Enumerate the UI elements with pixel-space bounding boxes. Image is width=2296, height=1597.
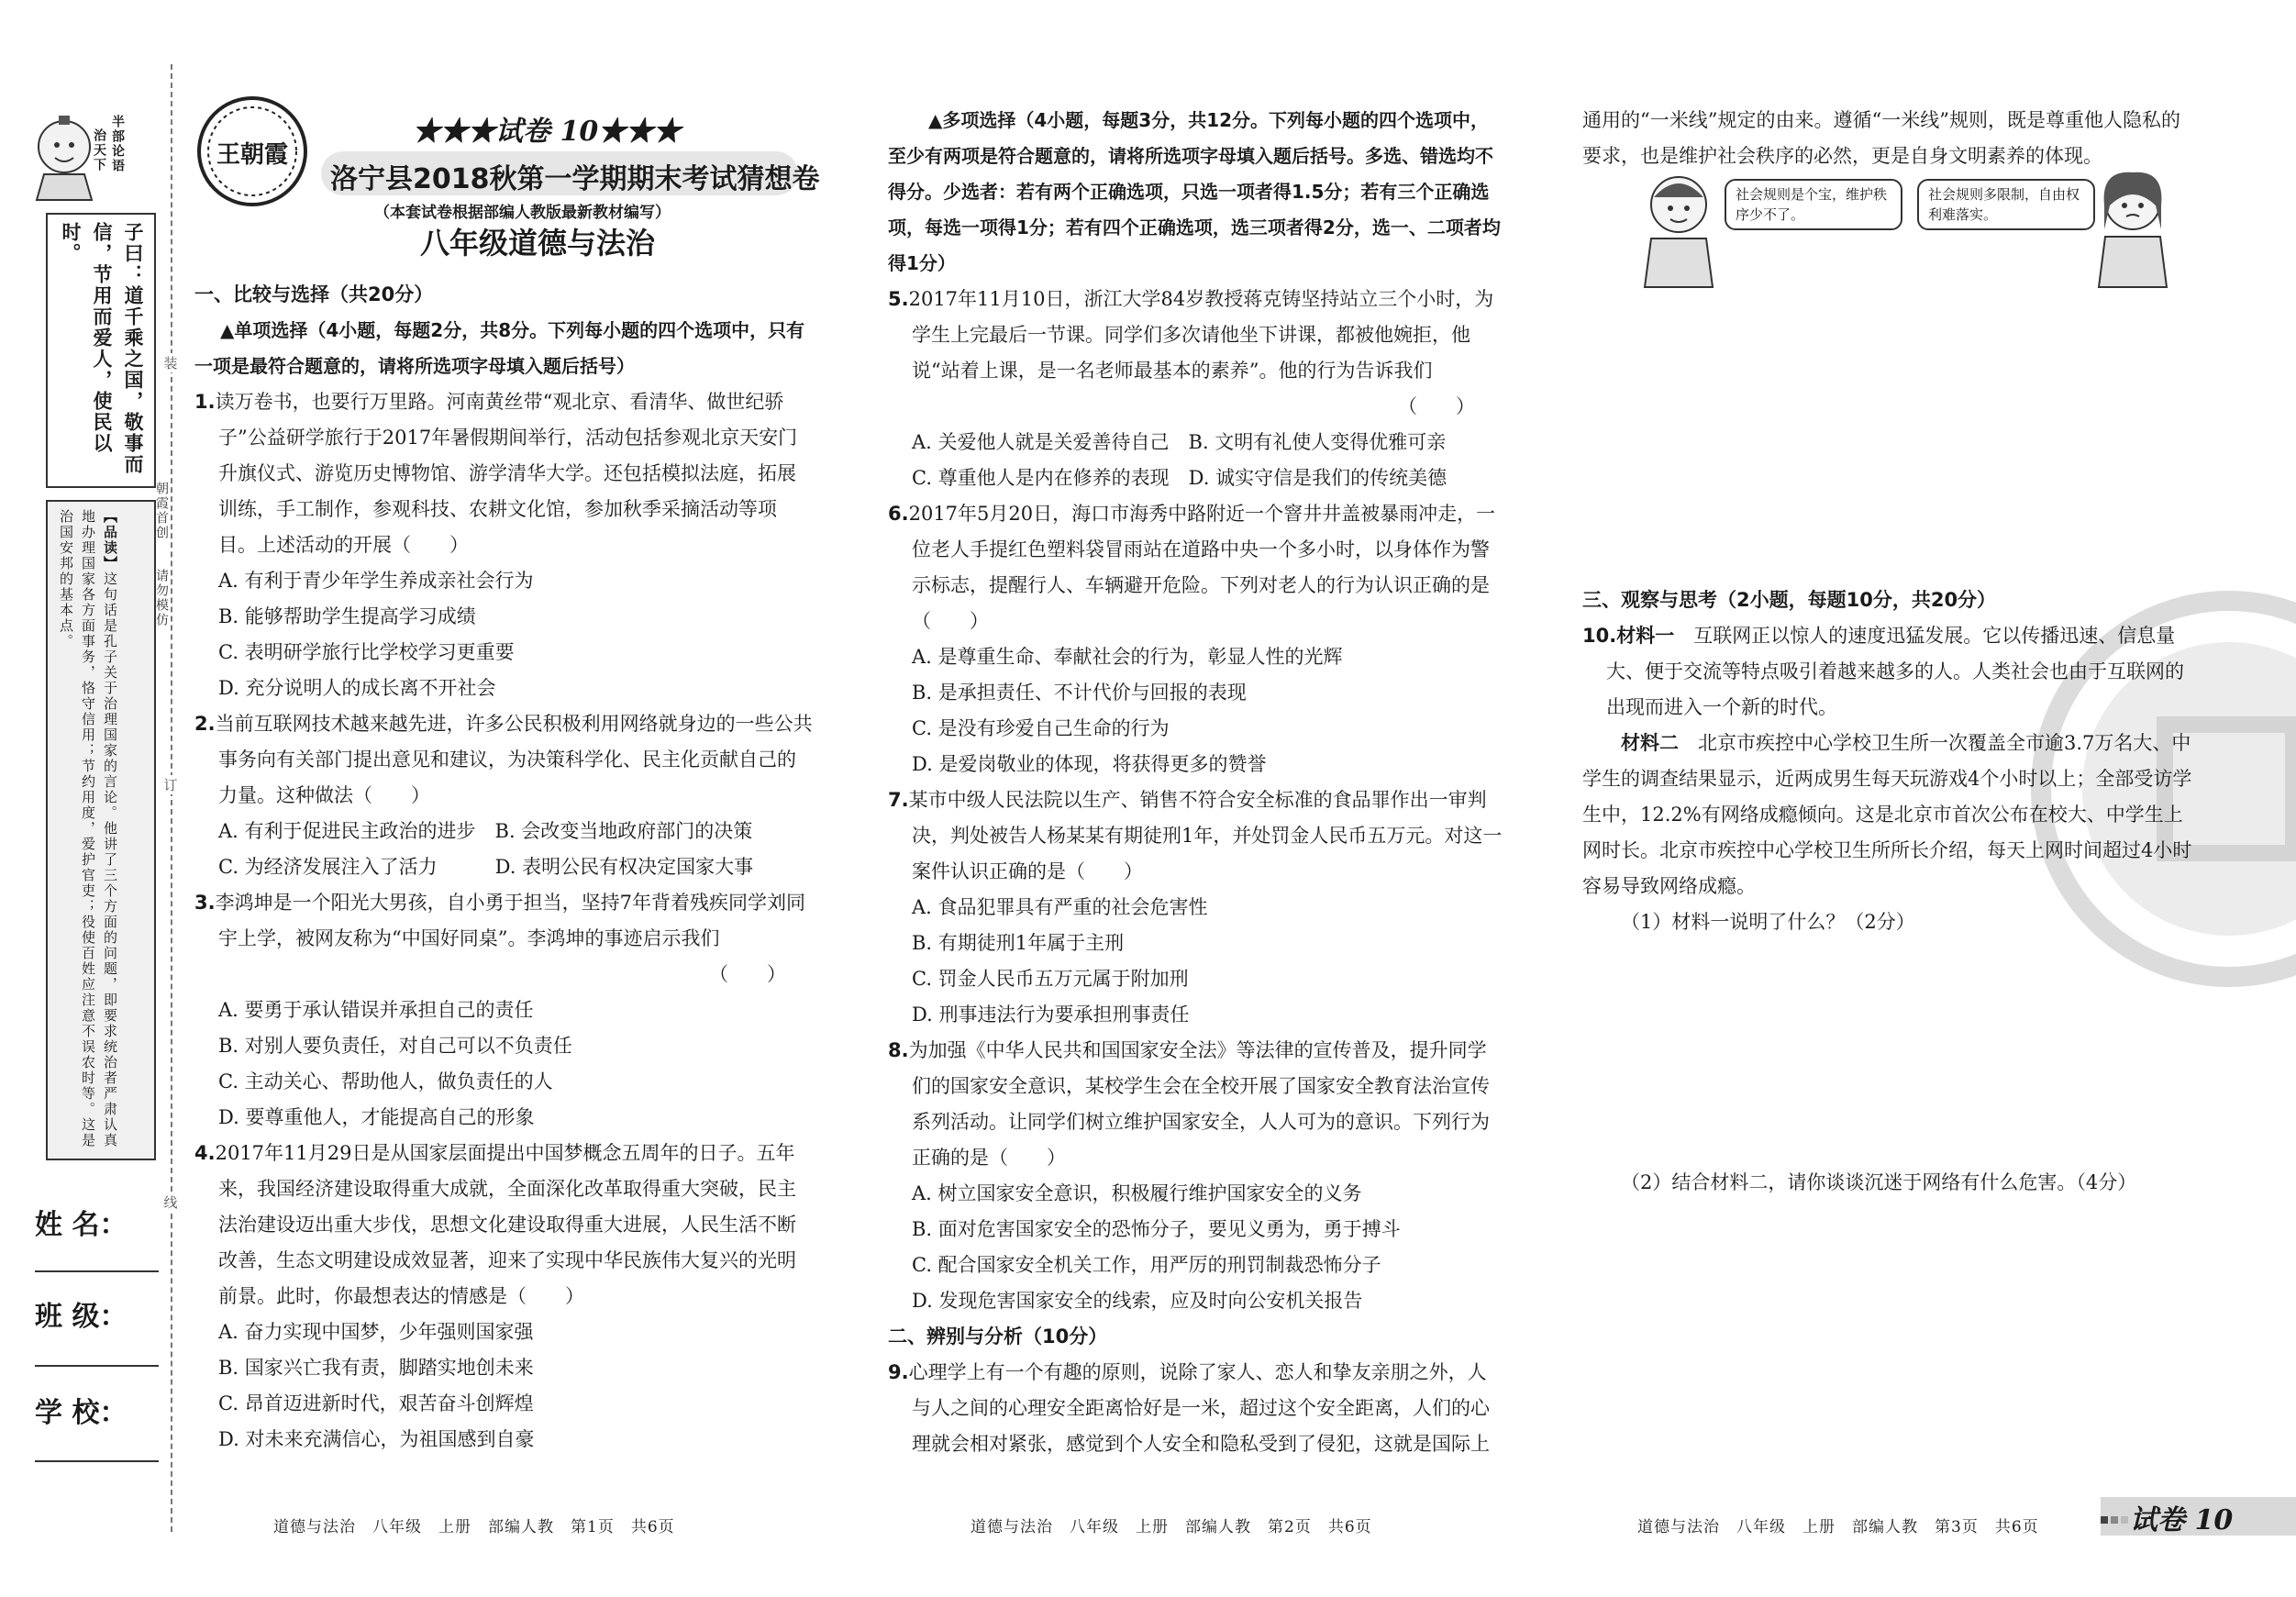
sub-question-1: （1）材料一说明了什么？（2分） bbox=[1621, 911, 1915, 933]
question-stem: 当前互联网技术越来越先进，许多公民积极利用网络就身边的一些公共事务向有关部门提出意见和建议，为决策科学化、民主化贡献自己的力量。这种做法（ ） bbox=[215, 713, 813, 806]
name-label: 姓 名： bbox=[35, 1209, 128, 1241]
option-b[interactable]: B. 面对危害国家安全的恐怖分子，要见义勇为，勇于搏斗 bbox=[912, 1218, 1401, 1240]
option-c[interactable]: C. 昂首迈进新时代，艰苦奋斗创辉煌 bbox=[218, 1392, 534, 1414]
multi-choice-instruction: ▲多项选择（4小题，每题3分，共12分。下列每小题的四个选项中，至少有两项是符合题意的，请将所选项字母填入题后括号。多选、错选均不得分。少选者：若有两个正确选项，只选一项者得1.5分；若有三个正确选项，每选一项得1分；若有四个正确选项，选三项者得2分，选一、二项者均得1分） bbox=[888, 109, 1501, 274]
question-stem: 2017年5月20日，海口市海秀中路附近一个窨井井盖被暴雨冲走，一位老人手提红色塑料袋冒雨站在道路中央一个多小时，以身体作为警示标志，提醒行人、车辆避开危险。下列对老人的行为认识正确的是（ ） bbox=[908, 503, 1496, 632]
option-b[interactable]: B. 国家兴亡我有责，脚踏实地创未来 bbox=[218, 1357, 534, 1379]
option-d[interactable]: D. 要尊重他人，才能提高自己的形象 bbox=[218, 1106, 535, 1128]
option-a[interactable]: A. 要勇于承认错误并承担自己的责任 bbox=[218, 999, 534, 1021]
option-a[interactable]: A. 奋力实现中国梦，少年强则国家强 bbox=[218, 1321, 534, 1343]
question-stem: 2017年11月29日是从国家层面提出中国梦概念五周年的日子。五年来，我国经济建设取得重大成就，全面深化改革取得重大突破，民主法治建设迈出重大步伐，思想文化建设取得重大进展，人民生活不断改善，生态文明建设成效显著，迎来了实现中华民族伟大复兴的光明前景。此时，你最想表达的情感是（ ） bbox=[215, 1142, 796, 1307]
question-9-continued: 通用的“一米线”规定的由来。遵循“一米线”规则，既是尊重他人隐私的要求，也是维护社会秩序的必然，更是自身文明素养的体现。 bbox=[1582, 109, 2180, 167]
pindu-text: 这句话是孔子关于治理国家的言论。他讲了三个方面的问题，即要求统治者严肃认真地办理国家各方面事务，恪守信用；节约用度，爱护官吏；役使百姓应注意不误农时等。这是治国安邦的基本点。 bbox=[58, 509, 118, 1148]
question-number: 10. bbox=[1582, 625, 1617, 647]
option-a[interactable]: A. 树立国家安全意识，积极履行维护国家安全的义务 bbox=[912, 1182, 1362, 1204]
section1-heading: 一、比较与选择（共20分） bbox=[194, 283, 434, 305]
page3-footer: 道德与法治 八年级 上册 部编人教 第3页 共6页 bbox=[1637, 1518, 2039, 1536]
option-d[interactable]: D. 是爱岗敬业的体现，将获得更多的赞誉 bbox=[912, 753, 1267, 775]
option-d[interactable]: D. 充分说明人的成长离不开社会 bbox=[218, 677, 496, 699]
question-number: 5. bbox=[888, 288, 909, 310]
small-head-2: 治天下 bbox=[92, 128, 106, 172]
section3-block bbox=[1582, 582, 2197, 940]
exam-subtitle: （本套试卷根据部编人教版最新教材编写） bbox=[374, 204, 671, 222]
option-d[interactable]: D. 对未来充满信心，为祖国感到自豪 bbox=[218, 1428, 535, 1450]
page1-footer: 道德与法治 八年级 上册 部编人教 第1页 共6页 bbox=[273, 1518, 675, 1536]
option-d[interactable]: D. 刑事违法行为要承担刑事责任 bbox=[912, 1004, 1190, 1026]
question-5 bbox=[888, 282, 1503, 496]
option-a[interactable]: A. 食品犯罪具有严重的社会危害性 bbox=[912, 896, 1208, 918]
page3-column bbox=[1582, 103, 2197, 174]
question-stem: 为加强《中华人民共和国国家安全法》等法律的宣传普及，提升同学们的国家安全意识，某校学生会在全校开展了国家安全教育法治宣传系列活动。让同学们树立维护国家安全，人人可为的意识。下列行为正确的是（ ） bbox=[908, 1039, 1490, 1169]
side-note-1: 朝霞首创 bbox=[154, 482, 169, 540]
option-b[interactable]: B. 有期徒刑1年属于主刑 bbox=[912, 932, 1125, 954]
question-number: 7. bbox=[888, 789, 909, 811]
corner-label: 试卷 10 bbox=[2130, 1504, 2234, 1536]
option-cd[interactable]: C. 尊重他人是内在修养的表现 D. 诚实守信是我们的传统美德 bbox=[912, 467, 1447, 489]
question-stem: 2017年11月10日，浙江大学84岁教授蒋克铸坚持站立三个小时，为学生上完最后一节课。同学们多次请他坐下讲课，都被他婉拒，他说“站着上课，是一名老师最基本的素养”。他的行为告诉我们 bbox=[908, 288, 1494, 382]
logo-text: 王朝霞 bbox=[216, 141, 288, 169]
speech-bubble-left: 社会规则是个宝，维护秩序少不了。 bbox=[1725, 179, 1902, 230]
motto-quote: 子曰：道千乘之国，敬事而信，节用而爱人，使民以时。 bbox=[60, 222, 144, 475]
page2-footer: 道德与法治 八年级 上册 部编人教 第2页 共6页 bbox=[971, 1518, 1372, 1536]
question-4 bbox=[194, 1136, 814, 1458]
question-number: 9. bbox=[888, 1361, 909, 1383]
sub-question-2: （2）结合材料二，请你谈谈沉迷于网络有什么危害。（4分） bbox=[1621, 1171, 2137, 1193]
option-ab[interactable]: A. 有利于促进民主政治的进步 B. 会改变当地政府部门的决策 bbox=[218, 820, 753, 842]
option-d[interactable]: D. 发现危害国家安全的线索，应及时向公安机关报告 bbox=[912, 1290, 1363, 1312]
class-field[interactable] bbox=[35, 1365, 159, 1367]
material1-text: 互联网正以惊人的速度迅猛发展。它以传播迅速、信息量大、便于交流等特点吸引着越来越多的人。人类社会也由于互联网的出现而进入一个新的时代。 bbox=[1606, 625, 2184, 718]
single-choice-instruction: ▲单项选择（4小题，每题2分，共8分。下列每小题的四个选项中，只有一项是最符合题意的，请将所选项字母填入题后括号） bbox=[194, 319, 805, 377]
exam-badge: ★★★试卷 10★★★ bbox=[413, 116, 682, 148]
answer-parentheses[interactable]: （ ） bbox=[1398, 395, 1475, 417]
option-a[interactable]: A. 是尊重生命、奉献社会的行为，彰显人性的光辉 bbox=[912, 646, 1343, 668]
exam-title: 洛宁县2018秋第一学期期末考试猜想卷 bbox=[330, 163, 820, 195]
motto-box bbox=[46, 213, 156, 488]
section2-heading: 二、辨别与分析（10分） bbox=[888, 1325, 1108, 1347]
side-note-2: 请勿模仿 bbox=[154, 569, 169, 627]
option-c[interactable]: C. 配合国家安全机关工作，用严厉的刑罚制裁恐怖分子 bbox=[912, 1254, 1381, 1276]
option-a[interactable]: A. 有利于青少年学生养成亲社会行为 bbox=[218, 570, 534, 592]
question-2 bbox=[194, 706, 814, 885]
option-c[interactable]: C. 主动关心、帮助他人，做负责任的人 bbox=[218, 1070, 553, 1092]
answer-parentheses[interactable]: （ ） bbox=[709, 963, 786, 985]
option-c[interactable]: C. 是没有珍爱自己生命的行为 bbox=[912, 717, 1170, 739]
question-3 bbox=[194, 885, 814, 1136]
pindu-label: 【品读】 bbox=[102, 509, 118, 571]
small-heading-2 bbox=[90, 128, 108, 172]
question-1 bbox=[194, 384, 814, 706]
option-cd[interactable]: C. 为经济发展注入了活力 D. 表明公民有权决定国家大事 bbox=[218, 856, 754, 878]
material2-label: 材料二 bbox=[1621, 732, 1679, 754]
question-stem: 读万卷书，也要行万里路。河南黄丝带“观北京、看清华、做世纪骄子”公益研学旅行于2017年暑假期间举行，活动包括参观北京天安门升旗仪式、游览历史博物馆、游学清华大学。还包括模拟法庭，拓展训练，手工制作，参观科技、农耕文化馆，参加秋季采摘活动等项目。上述活动的开展（ ） bbox=[215, 391, 798, 556]
seal-mark-xian: 线 bbox=[163, 1194, 178, 1211]
option-c[interactable]: C. 表明研学旅行比学校学习更重要 bbox=[218, 641, 515, 663]
brand-logo bbox=[193, 92, 312, 211]
binding-strip bbox=[0, 0, 183, 1597]
small-head-1: 半部论语 bbox=[110, 115, 125, 173]
seal-mark-zhuang: 装 bbox=[163, 355, 178, 372]
pindu-content bbox=[48, 502, 128, 1159]
answer-area-2[interactable] bbox=[1582, 1211, 2197, 1486]
sub-question-2-block bbox=[1621, 1165, 2190, 1201]
class-label: 班 级： bbox=[35, 1301, 128, 1333]
school-field[interactable] bbox=[35, 1460, 159, 1462]
question-number: 2. bbox=[194, 713, 216, 735]
page2-column bbox=[888, 103, 1503, 1462]
page1-column bbox=[194, 277, 814, 1458]
seal-mark-ding: 订 bbox=[163, 777, 178, 793]
question-stem: 某市中级人民法院以生产、销售不符合安全标准的食品罪作出一审判决，判处被告人杨某某有期徒刑1年，并处罚金人民币五万元。对这一案件认识正确的是（ ） bbox=[908, 789, 1503, 882]
question-number: 6. bbox=[888, 503, 909, 525]
option-b[interactable]: B. 是承担责任、不计代价与回报的表现 bbox=[912, 682, 1247, 704]
school-label: 学 校： bbox=[35, 1397, 128, 1429]
boy-cartoon-icon bbox=[1637, 170, 1720, 289]
question-8 bbox=[888, 1033, 1503, 1319]
question-9-text: 心理学上有一个有趣的原则，说除了家人、恋人和挚友亲朋之外，人与人之间的心理安全距离恰好是一米，超过这个安全距离，人们的心理就会相对紧张，感觉到个人安全和隐私受到了侵犯，这就是国际上 bbox=[908, 1361, 1490, 1455]
question-7 bbox=[888, 782, 1503, 1033]
binding-dashed-line bbox=[171, 64, 172, 1532]
question-number: 1. bbox=[194, 391, 216, 413]
course-title: 八年级道德与法治 bbox=[420, 226, 656, 261]
material2-text: 北京市疾控中心学校卫生所一次覆盖全市逾3.7万名大、中学生的调查结果显示，近两成男生每天玩游戏4个小时以上；全部受访学生中，12.2%有网络成瘾倾向。这是北京市首次公布在校大、中学生上网时长。北京市疾控中心学校卫生所所长介绍，每天上网时间超过4小时容易导致网络成瘾。 bbox=[1582, 732, 2192, 897]
pindu-box bbox=[46, 500, 156, 1160]
option-ab[interactable]: A. 关爱他人就是关爱善待自己 B. 文明有礼使人变得优雅可亲 bbox=[912, 431, 1447, 453]
section3-heading: 三、观察与思考（2小题，每题10分，共20分） bbox=[1582, 589, 1997, 611]
corner-dots-icon bbox=[2101, 1510, 2128, 1527]
question-stem: 李鸿坤是一个阳光大男孩，自小勇于担当，坚持7年背着残疾同学刘同宇上学，被网友称为“中国好同桌”。李鸿坤的事迹启示我们 bbox=[215, 892, 805, 949]
question-number: 8. bbox=[888, 1039, 909, 1061]
question-6 bbox=[888, 496, 1503, 782]
option-c[interactable]: C. 罚金人民币五万元属于附加刑 bbox=[912, 968, 1189, 990]
name-field[interactable] bbox=[35, 1270, 159, 1272]
answer-area-1[interactable] bbox=[1582, 936, 2197, 1137]
small-heading bbox=[108, 115, 127, 173]
question-number: 3. bbox=[194, 892, 216, 914]
option-b[interactable]: B. 对别人要负责任，对自己可以不负责任 bbox=[218, 1035, 572, 1057]
speech-bubble-right: 社会规则多限制，自由权利难落实。 bbox=[1917, 179, 2095, 230]
option-b[interactable]: B. 能够帮助学生提高学习成绩 bbox=[218, 605, 476, 627]
question-number: 4. bbox=[194, 1142, 216, 1164]
girl-cartoon-icon bbox=[2091, 165, 2174, 289]
material1-label: 材料一 bbox=[1616, 625, 1675, 647]
